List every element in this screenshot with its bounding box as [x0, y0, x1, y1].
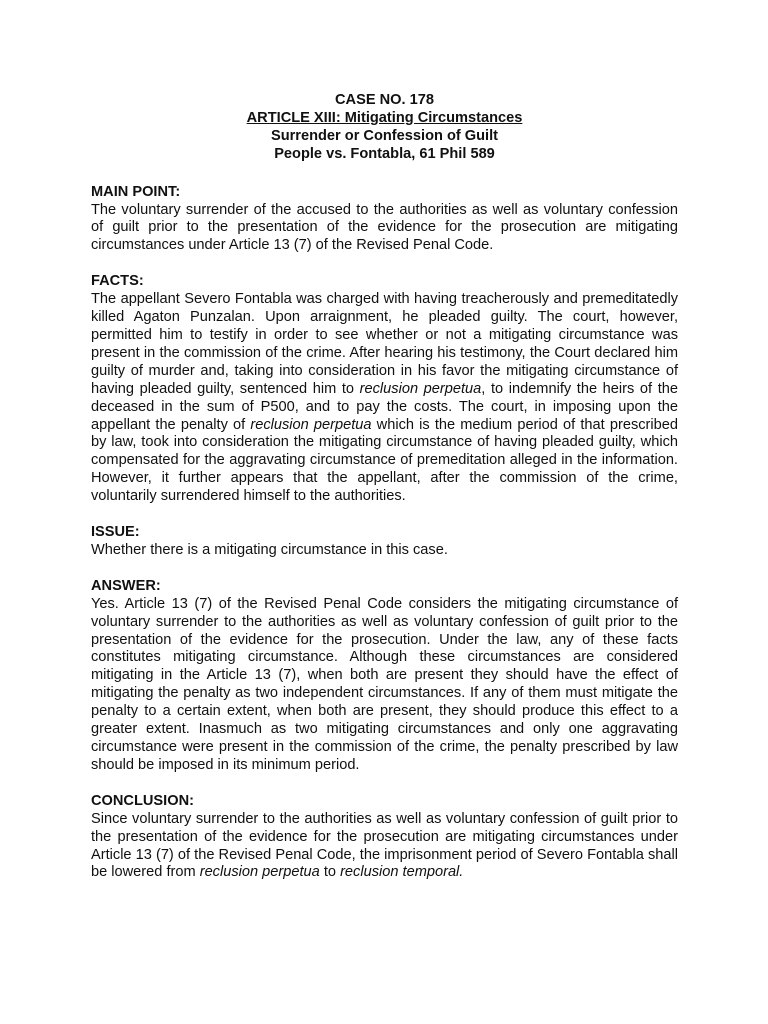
facts-section [91, 273, 678, 506]
facts-italic-term-1: reclusion perpetua [359, 380, 482, 397]
case-number: CASE NO. 178 [335, 92, 434, 108]
facts-text-part-2: , to indemnify the heirs of the deceased in the sum of P500, and to pay the costs. The court, in imposing upon the appellant the penalty of [91, 380, 678, 433]
case-topic: Surrender or Confession of Guilt [270, 127, 499, 144]
conclusion-section [91, 793, 678, 883]
issue-text: Whether there is a mitigating circumstance in this case. [91, 541, 448, 558]
main-point-heading: MAIN POINT: [91, 183, 181, 200]
facts-text [91, 291, 678, 506]
issue-heading: ISSUE: [91, 524, 140, 541]
facts-text-part-3: which is the medium period of that prescribed by law, took into consideration the mitigating circumstance of having pleaded guilty, which compensated for the aggravating circumstance of premeditation alleged in the information. However, it further appears that the appellant, after the commission of the crime, voluntarily surrendered himself to the authorities. [91, 416, 678, 505]
document-page [91, 92, 678, 900]
issue-section [91, 524, 678, 560]
conclusion-italic-term-2: reclusion temporal. [340, 864, 464, 881]
answer-heading: ANSWER: [91, 577, 161, 594]
main-point-section [91, 184, 678, 256]
facts-italic-term-2: reclusion perpetua [250, 416, 372, 433]
conclusion-italic-term-1: reclusion perpetua [199, 864, 320, 881]
answer-section [91, 578, 678, 775]
conclusion-text [91, 811, 678, 883]
facts-heading: FACTS: [91, 273, 144, 290]
case-header [91, 92, 678, 164]
case-citation: People vs. Fontabla, 61 Phil 589 [274, 145, 495, 162]
conclusion-heading: CONCLUSION: [91, 792, 194, 809]
facts-text-part-1: The appellant Severo Fontabla was charged with having treacherously and premeditatedly killed Agaton Punzalan. Upon arraignment, he pleaded guilty. The court, however, permitted him to testify in order to see whether or not a mitigating circumstance was present in the commission of the crime. After hearing his testimony, the Court declared him guilty of murder and, taking into consideration in his favor the mitigating circumstance of having pleaded guilty, sentenced him to [91, 291, 678, 397]
main-point-text: The voluntary surrender of the accused to the authorities as well as voluntary confession of guilt prior to the presentation of the evidence for the prosecution are mitigating circumstances under Article 13 (7) of the Revised Penal Code. [91, 201, 678, 254]
article-title: ARTICLE XIII: Mitigating Circumstances [246, 109, 523, 126]
conclusion-text-part-1: Since voluntary surrender to the authorities as well as voluntary confession of guilt prior to the presentation of the evidence for the prosecution are mitigating circumstances under Article 13 (7) of the Revised Penal Code, the imprisonment period of Severo Fontabla shall be lowered from [91, 810, 678, 881]
conclusion-text-part-2: to [319, 864, 341, 881]
answer-text: Yes. Article 13 (7) of the Revised Penal Code considers the mitigating circumstance of voluntary surrender to the authorities as well as voluntary confession of guilt prior to the presentation of the evidence for the prosecution. Under the law, any of these facts constitutes mitigating circumstance. Although these circumstances are considered mitigating in the Article 13 (7), when both are present they should have the effect of mitigating the penalty as two independent circumstances. If any of them must mitigate the penalty to a certain extent, when both are present, they should produce this effect to a greater extent. Inasmuch as two mitigating circumstances and only one aggravating circumstance were present in the commission of the crime, the penalty prescribed by law should be imposed in its minimum period. [91, 595, 678, 773]
